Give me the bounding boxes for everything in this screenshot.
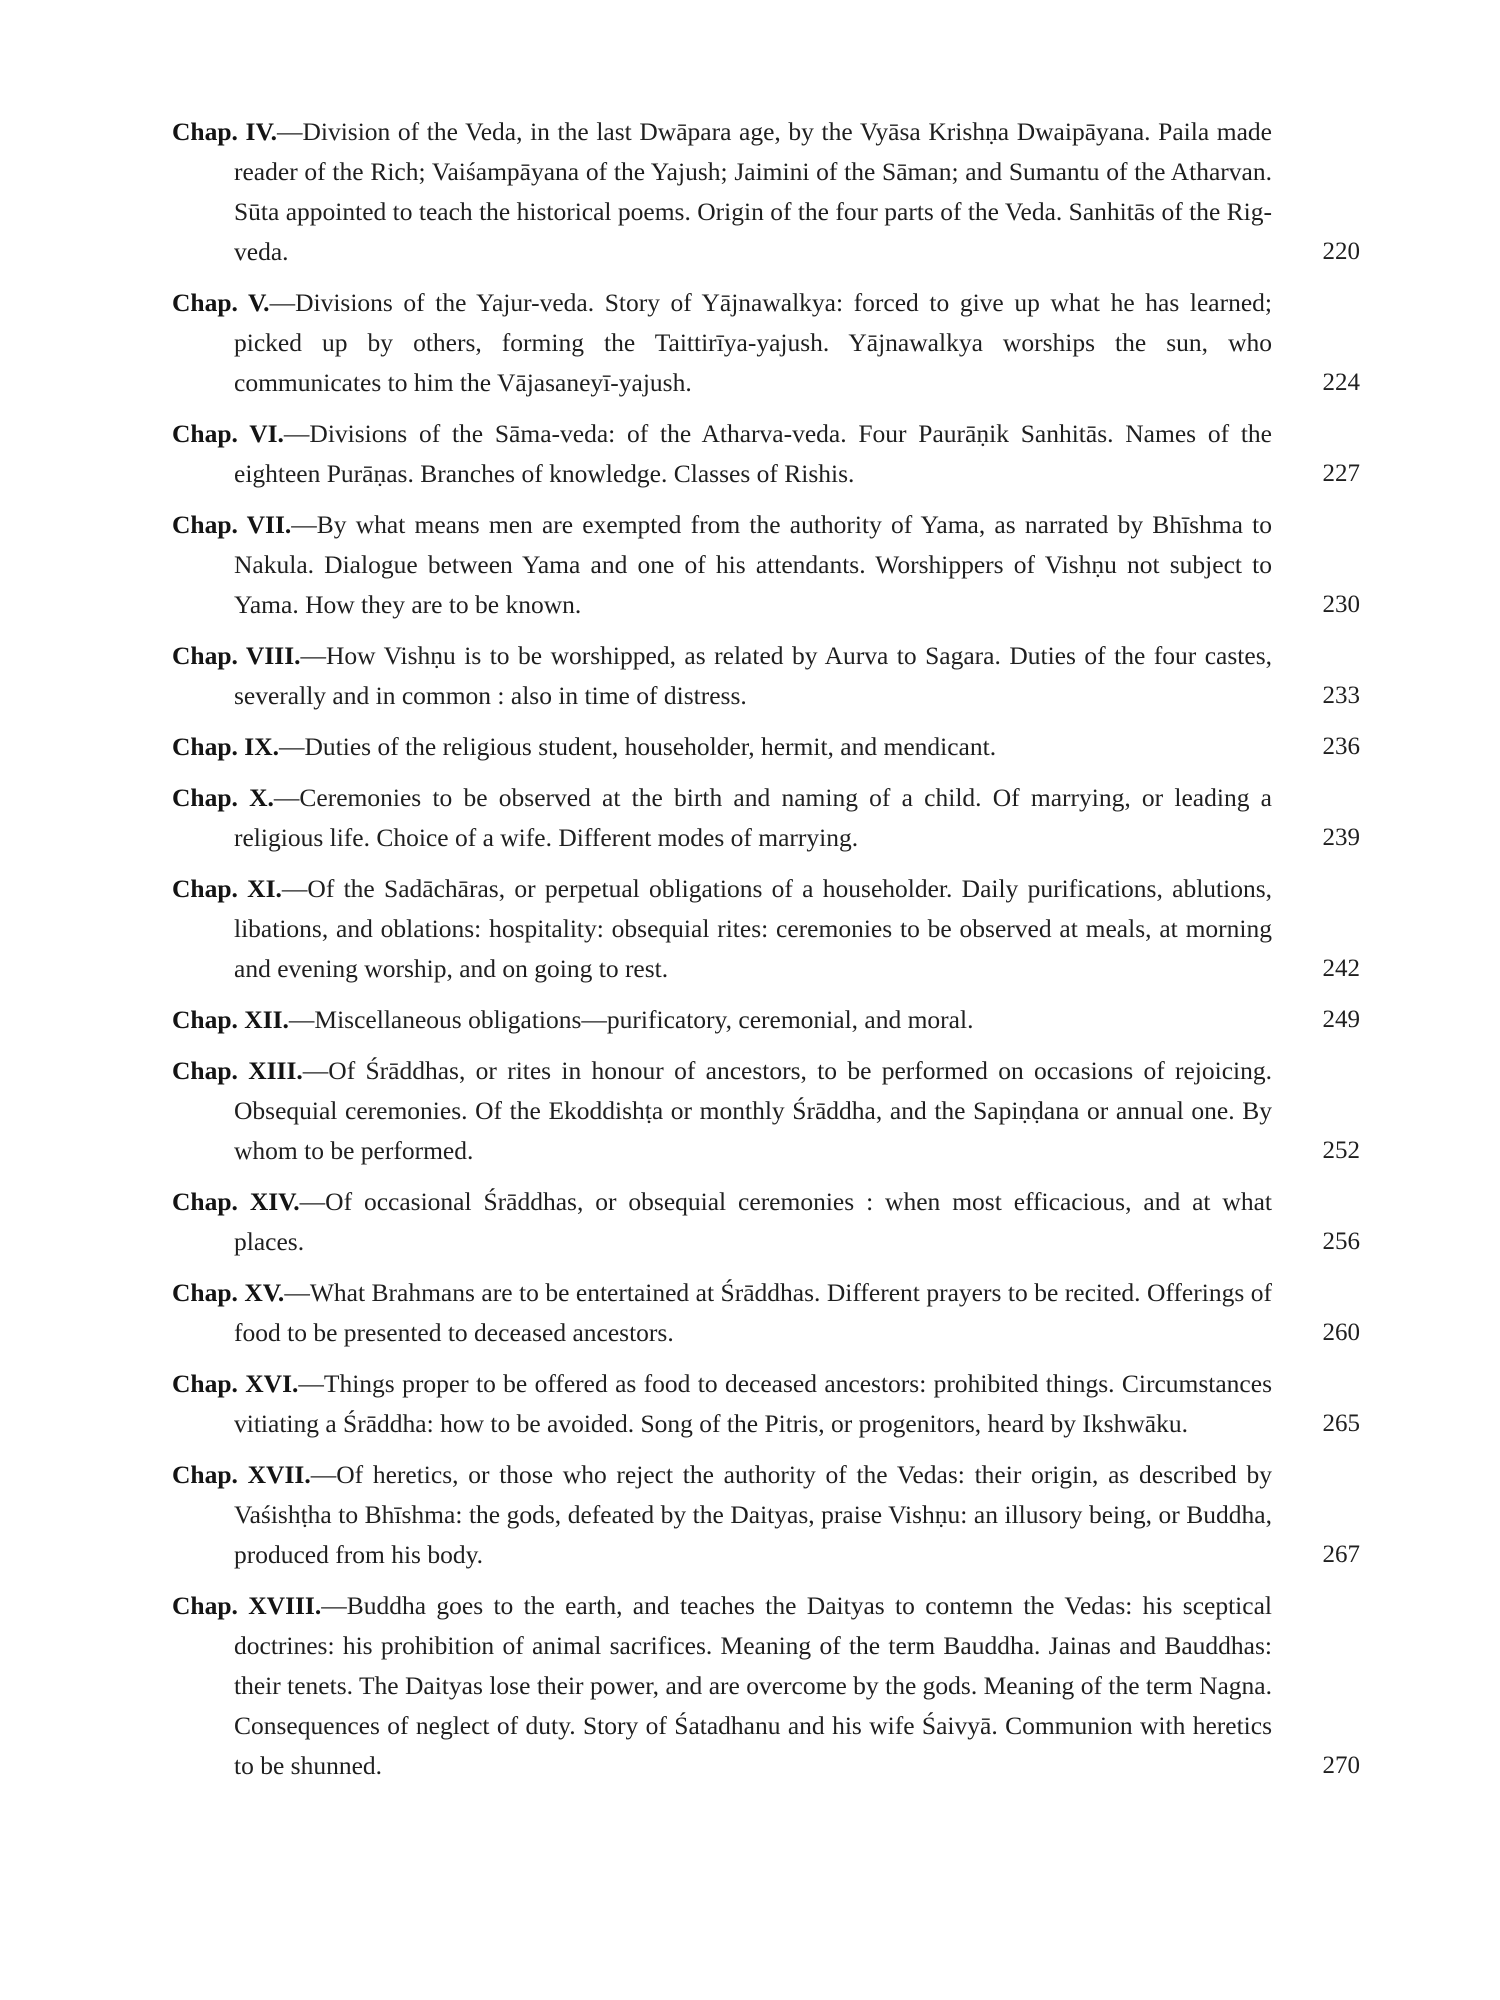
page-number: 265 <box>1322 1410 1360 1437</box>
em-dash: — <box>269 288 296 317</box>
page-number: 249 <box>1322 1006 1360 1033</box>
toc-entry-chap-vi <box>172 414 1360 494</box>
toc-entry-body <box>172 1364 1272 1444</box>
toc-entry-body <box>172 727 1272 767</box>
chapter-summary: Of Śrāddhas, or rites in honour of ancestors, to be performed on occasions of rejoicing. Obsequial ceremonies. Of the Ekoddishṭa or monthly Śrāddha, and the Sapiṇḍana or annual one. By whom to be performed. <box>234 1056 1273 1165</box>
toc-entry-body <box>172 505 1272 625</box>
page-number: 236 <box>1322 733 1360 760</box>
chapter-label: Chap. VI. <box>172 419 284 448</box>
page-number: 267 <box>1322 1541 1360 1568</box>
em-dash: — <box>299 1187 326 1216</box>
em-dash: — <box>283 419 310 448</box>
chapter-summary: Of heretics, or those who reject the authority of the Vedas: their origin, as described by Vaśishṭha to Bhīshma: the gods, defeated by the Daityas, praise Vishṇu: an illusory being, or Buddha, produced from his body. <box>234 1460 1272 1569</box>
chapter-summary: How Vishṇu is to be worshipped, as related by Aurva to Sagara. Duties of the four castes, severally and in common : also in time of distress. <box>234 641 1272 710</box>
em-dash: — <box>284 1278 310 1307</box>
em-dash: — <box>273 783 300 812</box>
chapter-summary: Division of the Veda, in the last Dwāpara age, by the Vyāsa Krishṇa Dwaipāyana. Paila made reader of the Rich; Vaiśampāyana of the Yajush; Jaimini of the Sāman; and Sumantu of the Atharvan. Sūta appointed to teach the historical poems. Origin of the four parts of the Veda. Sanhitās of the Rig-veda. <box>234 117 1272 266</box>
toc-entry-chap-v <box>172 283 1360 403</box>
em-dash: — <box>291 510 317 539</box>
chapter-label: Chap. XVIII. <box>172 1591 322 1620</box>
page-number: 270 <box>1322 1752 1360 1779</box>
chapter-summary: Buddha goes to the earth, and teaches the Daityas to contemn the Vedas: his sceptical doctrines: his prohibition of animal sacrifices. Meaning of the term Bauddha. Jainas and Bauddhas: their tenets. The Daityas lose their power, and are overcome by the gods. Meaning of the term Nagna. Consequences of neglect of duty. Story of Śatadhanu and his wife Śaivyā. Communion with heretics to be shunned. <box>234 1591 1272 1780</box>
page-number: 224 <box>1322 369 1360 396</box>
chapter-label: Chap. IX. <box>172 732 279 761</box>
page-number: 220 <box>1322 238 1360 265</box>
toc-entry-body <box>172 1586 1272 1786</box>
toc-entry-body <box>172 1182 1272 1262</box>
page-number: 252 <box>1322 1137 1360 1164</box>
chapter-summary: Things proper to be offered as food to deceased ancestors: prohibited things. Circumstances vitiating a Śrāddha: how to be avoided. Song of the Pitris, or progenitors, heard by Ikshwāku. <box>234 1369 1272 1438</box>
page-number: 233 <box>1322 682 1360 709</box>
chapter-label: Chap. IV. <box>172 117 277 146</box>
page-number: 230 <box>1322 591 1360 618</box>
toc-entry-chap-xiv <box>172 1182 1360 1262</box>
toc-entry-body <box>172 414 1272 494</box>
chapter-summary: What Brahmans are to be entertained at Śrāddhas. Different prayers to be recited. Offerings of food to be presented to deceased ancestors. <box>234 1278 1272 1347</box>
toc-entry-chap-xiii <box>172 1051 1360 1171</box>
toc-entry-chap-xii <box>172 1000 1360 1040</box>
toc-entry-body <box>172 636 1272 716</box>
toc-entry-chap-xviii <box>172 1586 1360 1786</box>
toc-entry-chap-xv <box>172 1273 1360 1353</box>
chapter-label: Chap. XV. <box>172 1278 285 1307</box>
toc-entry-chap-viii <box>172 636 1360 716</box>
em-dash: — <box>276 117 303 146</box>
chapter-label: Chap. X. <box>172 783 274 812</box>
em-dash: — <box>310 1460 337 1489</box>
toc-entry-body <box>172 112 1272 272</box>
chapter-label: Chap. XIV. <box>172 1187 300 1216</box>
em-dash: — <box>300 641 326 670</box>
toc-entry-chap-xi <box>172 869 1360 989</box>
chapter-summary: By what means men are exempted from the authority of Yama, as narrated by Bhīshma to Nakula. Dialogue between Yama and one of his attendants. Worshippers of Vishṇu not subject to Yama. How they are to be known. <box>234 510 1272 619</box>
chapter-label: Chap. XVI. <box>172 1369 299 1398</box>
page-number: 242 <box>1322 955 1360 982</box>
chapter-summary: Miscellaneous obligations—purificatory, ceremonial, and moral. <box>314 1005 974 1034</box>
toc-entry-body <box>172 283 1272 403</box>
page-number: 227 <box>1322 460 1360 487</box>
toc-entry-body <box>172 1051 1272 1171</box>
toc-entry-chap-iv <box>172 112 1360 272</box>
toc-entry-body <box>172 869 1272 989</box>
chapter-summary: Divisions of the Sāma-veda: of the Atharva-veda. Four Paurāṇik Sanhitās. Names of the eighteen Purāṇas. Branches of knowledge. Classes of Rishis. <box>234 419 1272 488</box>
chapter-summary: Of occasional Śrāddhas, or obsequial ceremonies : when most efficacious, and at what places. <box>234 1187 1272 1256</box>
chapter-label: Chap. XIII. <box>172 1056 303 1085</box>
page-number: 239 <box>1322 824 1360 851</box>
toc-entry-body <box>172 1273 1272 1353</box>
em-dash: — <box>281 874 308 903</box>
em-dash: — <box>321 1591 347 1620</box>
chapter-label: Chap. XI. <box>172 874 282 903</box>
em-dash: — <box>298 1369 324 1398</box>
em-dash: — <box>288 1005 315 1034</box>
chapter-label: Chap. XII. <box>172 1005 289 1034</box>
chapter-summary: Duties of the religious student, householder, hermit, and mendicant. <box>304 732 997 761</box>
chapter-summary: Ceremonies to be observed at the birth and naming of a child. Of marrying, or leading a religious life. Choice of a wife. Different modes of marrying. <box>234 783 1272 852</box>
em-dash: — <box>279 732 305 761</box>
em-dash: — <box>302 1056 329 1085</box>
page-number: 256 <box>1322 1228 1360 1255</box>
chapter-summary: Divisions of the Yajur-veda. Story of Yājnawalkya: forced to give up what he has learned; picked up by others, forming the Taittirīya-yajush. Yājnawalkya worships the sun, who communicates to him the Vājasaneyī-yajush. <box>234 288 1272 397</box>
toc-entry-body <box>172 1000 1272 1040</box>
chapter-label: Chap. VIII. <box>172 641 301 670</box>
toc-entry-chap-x <box>172 778 1360 858</box>
toc-entry-chap-vii <box>172 505 1360 625</box>
toc-entry-body <box>172 778 1272 858</box>
chapter-label: Chap. VII. <box>172 510 292 539</box>
page-number: 260 <box>1322 1319 1360 1346</box>
chapter-label: Chap. V. <box>172 288 270 317</box>
toc-entry-body <box>172 1455 1272 1575</box>
toc-entry-chap-xvi <box>172 1364 1360 1444</box>
chapter-summary: Of the Sadāchāras, or perpetual obligations of a householder. Daily purifications, ablutions, libations, and oblations: hospitality: obsequial rites: ceremonies to be observed at meals, at morning and evening worship, and on going to rest. <box>234 874 1272 983</box>
chapter-label: Chap. XVII. <box>172 1460 311 1489</box>
toc-entry-chap-xvii <box>172 1455 1360 1575</box>
toc-entry-chap-ix <box>172 727 1360 767</box>
